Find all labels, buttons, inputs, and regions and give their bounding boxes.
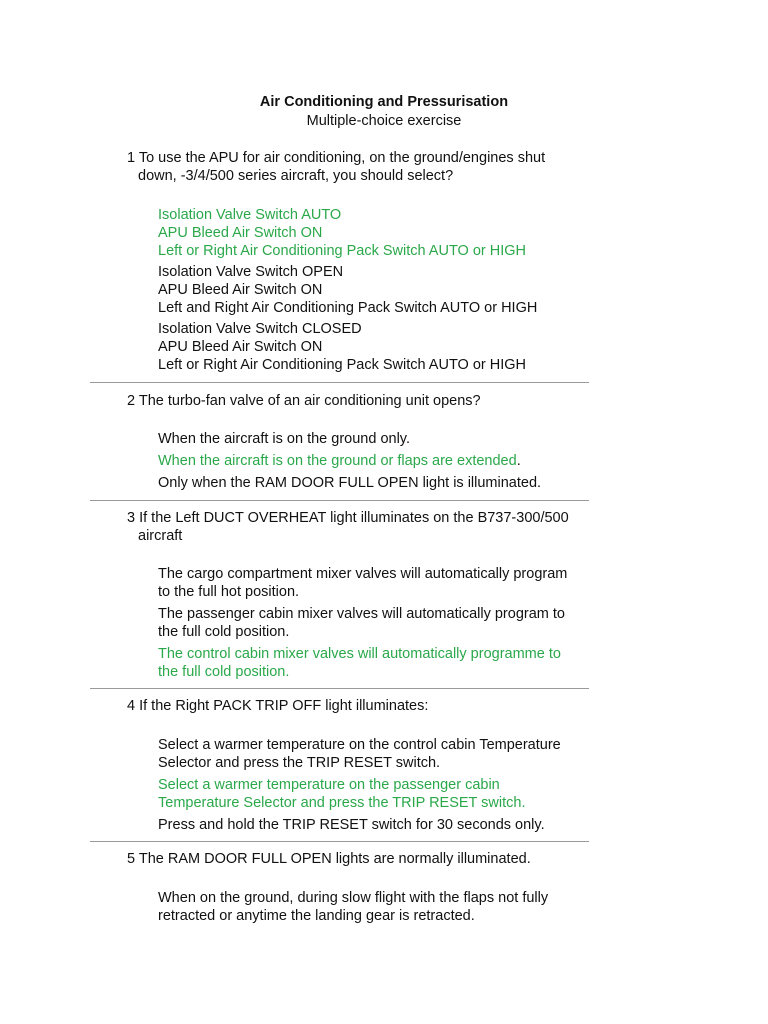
answer-option xyxy=(158,430,590,448)
question-text-line: 2 The turbo-fan valve of an air conditioning unit opens? xyxy=(127,393,481,409)
answer-line: the full cold position. xyxy=(158,624,290,640)
answer-option xyxy=(158,320,590,374)
answer-line: Press and hold the TRIP RESET switch for 30 seconds only. xyxy=(158,817,545,833)
answer-line: APU Bleed Air Switch ON xyxy=(158,225,323,241)
answer-line: Select a warmer temperature on the control cabin Temperature xyxy=(158,737,561,753)
question-text-line: down, -3/4/500 series aircraft, you should select? xyxy=(138,168,454,184)
answer-line: Temperature Selector and press the TRIP RESET switch. xyxy=(158,795,526,811)
answer-line: Left or Right Air Conditioning Pack Switch AUTO or HIGH xyxy=(158,243,527,259)
answer-text-correct: When the aircraft is on the ground or flaps are extended xyxy=(158,453,517,469)
question-2 xyxy=(127,392,577,410)
answer-option-correct xyxy=(158,776,590,812)
question-text-line: aircraft xyxy=(138,528,183,544)
page-title: Air Conditioning and Pressurisation xyxy=(259,94,509,110)
answer-line: retracted or anytime the landing gear is retracted. xyxy=(158,908,475,924)
answer-line: When on the ground, during slow flight with the flaps not fully xyxy=(158,890,549,906)
question-1 xyxy=(127,149,577,185)
page-subtitle: Multiple-choice exercise xyxy=(306,113,462,129)
answer-option-correct xyxy=(158,206,590,260)
question-4 xyxy=(127,697,577,715)
answer-option xyxy=(158,889,590,925)
answer-line: Only when the RAM DOOR FULL OPEN light is illuminated. xyxy=(158,475,542,491)
question-5 xyxy=(127,850,577,868)
divider xyxy=(90,688,589,689)
answer-suffix: . xyxy=(516,453,521,469)
answer-line: APU Bleed Air Switch ON xyxy=(158,339,323,355)
question-text-line: 1 To use the APU for air conditioning, on the ground/engines shut xyxy=(127,150,546,166)
answer-option xyxy=(158,605,590,641)
question-3 xyxy=(127,509,577,545)
answer-line: Left and Right Air Conditioning Pack Switch AUTO or HIGH xyxy=(158,300,538,316)
answer-line: Selector and press the TRIP RESET switch. xyxy=(158,755,441,771)
answer-line: the full cold position. xyxy=(158,664,290,680)
answer-line: Isolation Valve Switch CLOSED xyxy=(158,321,362,337)
answer-option-correct xyxy=(158,452,590,470)
divider xyxy=(90,500,589,501)
answer-line xyxy=(158,452,590,470)
answer-line: The control cabin mixer valves will automatically programme to xyxy=(158,646,561,662)
answer-option-correct xyxy=(158,645,590,681)
answer-line: Isolation Valve Switch OPEN xyxy=(158,264,344,280)
answer-line: The cargo compartment mixer valves will automatically program xyxy=(158,566,568,582)
question-text-line: 4 If the Right PACK TRIP OFF light illuminates: xyxy=(127,698,429,714)
answer-line: Left or Right Air Conditioning Pack Switch AUTO or HIGH xyxy=(158,357,527,373)
answer-option xyxy=(158,736,590,772)
divider xyxy=(90,841,589,842)
answer-line: Select a warmer temperature on the passenger cabin xyxy=(158,777,500,793)
answer-line: to the full hot position. xyxy=(158,584,300,600)
answer-line: APU Bleed Air Switch ON xyxy=(158,282,323,298)
answer-line: Isolation Valve Switch AUTO xyxy=(158,207,342,223)
answer-option xyxy=(158,565,590,601)
answer-line: When the aircraft is on the ground only. xyxy=(158,431,411,447)
answer-option xyxy=(158,816,590,834)
question-text-line: 5 The RAM DOOR FULL OPEN lights are normally illuminated. xyxy=(127,851,531,867)
divider xyxy=(90,382,589,383)
answer-option xyxy=(158,263,590,317)
question-text-line: 3 If the Left DUCT OVERHEAT light illuminates on the B737-300/500 xyxy=(127,510,569,526)
answer-line: The passenger cabin mixer valves will automatically program to xyxy=(158,606,565,622)
answer-option xyxy=(158,474,590,492)
